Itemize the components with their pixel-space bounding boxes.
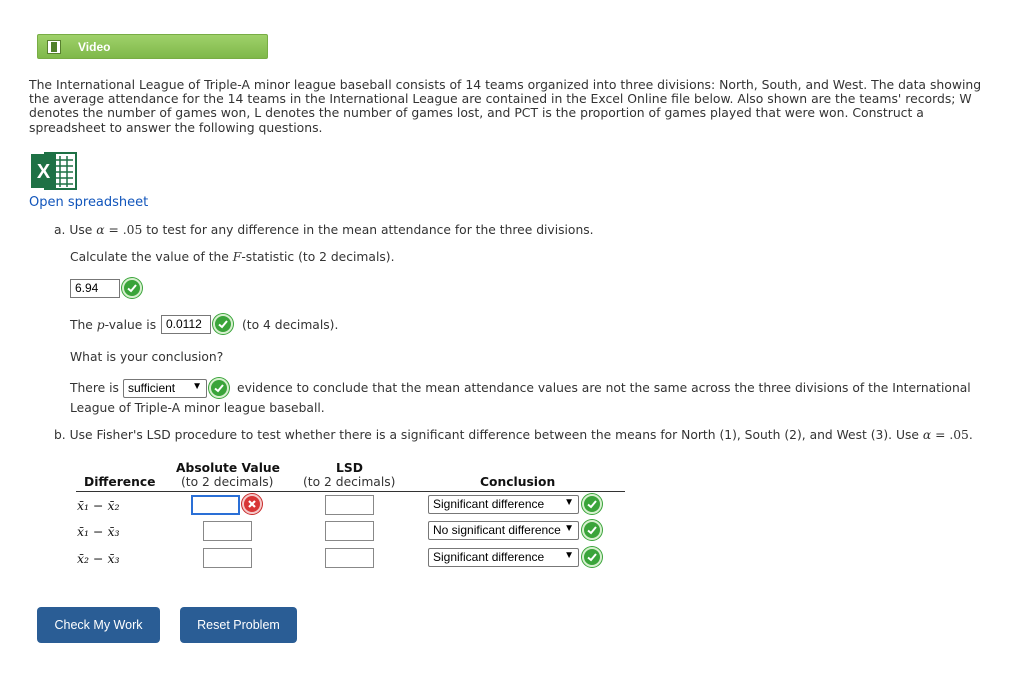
part-a-label: a. — [54, 223, 66, 237]
fstat-correct-icon — [122, 278, 142, 298]
part-b-label: b. — [54, 428, 66, 442]
conclusion-select-1-2[interactable] — [428, 495, 579, 514]
pvalue-correct-icon — [213, 314, 233, 334]
lsd-input-1-2[interactable] — [325, 495, 374, 515]
conclusion-select-2-3[interactable] — [428, 548, 579, 567]
evidence-correct-icon — [209, 378, 229, 398]
p-symbol: p — [96, 318, 105, 332]
alpha-symbol-b: α — [922, 428, 932, 442]
header-difference: Difference — [84, 475, 156, 489]
part-b-text: Use Fisher's LSD procedure to test whether there is a significant difference between the means for North (1), South (2), and West (3). Use — [69, 428, 919, 442]
fstat-input[interactable]: 6.94 — [70, 279, 120, 298]
there-is-label: There is — [70, 381, 119, 395]
evidence-text-1: evidence to conclude that the mean attendance values are not the same across the three divisions of the International — [237, 381, 971, 395]
part-b-question — [54, 428, 973, 442]
pvalue-input[interactable]: 0.0112 — [161, 315, 211, 334]
row-label-1-3: x̄₁ − x̄₃ — [77, 524, 120, 539]
row-label-2-3: x̄₂ − x̄₃ — [77, 551, 120, 566]
chevron-down-icon: ▼ — [564, 523, 574, 534]
pvalue-mid: -value is — [104, 318, 157, 332]
row-label-1-2: x̄₁ − x̄₂ — [77, 498, 120, 513]
check-my-work-button[interactable]: Check My Work — [37, 607, 160, 643]
film-icon — [47, 40, 61, 54]
fstat-prompt-post: -statistic (to 2 decimals). — [241, 250, 395, 264]
header-lsd: LSD — [336, 461, 363, 475]
evidence-select-value: sufficient — [128, 381, 176, 395]
part-a-use: Use — [69, 223, 93, 237]
pvalue-pre: The — [70, 318, 93, 332]
video-label: Video — [78, 40, 111, 54]
chevron-down-icon: ▼ — [564, 497, 574, 508]
conclusion-select-1-3[interactable] — [428, 521, 579, 540]
alpha-symbol: α — [96, 223, 105, 237]
part-a-question-text: to test for any difference in the mean attendance for the three divisions. — [146, 223, 594, 237]
part-a-question — [54, 223, 594, 237]
evidence-text-2: League of Triple-A minor league baseball. — [70, 401, 325, 415]
chevron-down-icon: ▼ — [192, 381, 202, 392]
problem-intro: The International League of Triple-A minor league baseball consists of 14 teams organized into three divisions: North, South, and West. The data showing the average attendance for the 14 teams in the International League are contained in the Excel Online file below. Also shown are the teams' records; W denotes the number of games won, L denotes the number of games lost, and PCT is the proportion of games played that were won. Construct a spreadsheet to answer the following questions. — [29, 77, 982, 135]
header-abs-value: Absolute Value — [176, 461, 281, 475]
conclusion-question: What is your conclusion? — [70, 350, 224, 364]
abs-value-input-1-3[interactable] — [203, 521, 252, 541]
video-button[interactable] — [37, 34, 268, 59]
reset-problem-button[interactable]: Reset Problem — [180, 607, 297, 643]
abs-value-input-1-2[interactable] — [191, 495, 240, 515]
abs-value-input-2-3[interactable] — [203, 548, 252, 568]
conclusion-value-1-3: No significant difference — [433, 523, 561, 537]
alpha-value: = .05 — [104, 223, 143, 237]
pvalue-post: (to 4 decimals). — [242, 318, 339, 332]
excel-letter: X — [36, 161, 51, 183]
conclusion-value-1-2: Significant difference — [433, 497, 545, 511]
open-spreadsheet-link[interactable]: Open spreadsheet — [29, 195, 149, 210]
chevron-down-icon: ▼ — [564, 550, 574, 561]
incorrect-icon — [242, 494, 262, 514]
lsd-input-1-3[interactable] — [325, 521, 374, 541]
excel-icon[interactable] — [31, 151, 78, 191]
header-divider — [76, 491, 625, 492]
alpha-value-b: = .05. — [931, 428, 973, 442]
pvalue-line — [70, 318, 156, 332]
fstat-prompt — [70, 250, 394, 264]
header-conclusion: Conclusion — [480, 475, 556, 489]
conclusion-correct-icon-2-3 — [582, 547, 602, 567]
header-lsd-sub: (to 2 decimals) — [303, 475, 396, 489]
conclusion-value-2-3: Significant difference — [433, 550, 545, 564]
lsd-input-2-3[interactable] — [325, 548, 374, 568]
conclusion-correct-icon-1-2 — [582, 494, 602, 514]
fstat-prompt-pre: Calculate the value of the — [70, 250, 229, 264]
evidence-select[interactable] — [123, 379, 207, 398]
f-symbol: F — [232, 250, 242, 264]
conclusion-correct-icon-1-3 — [582, 520, 602, 540]
header-abs-value-sub: (to 2 decimals) — [181, 475, 274, 489]
